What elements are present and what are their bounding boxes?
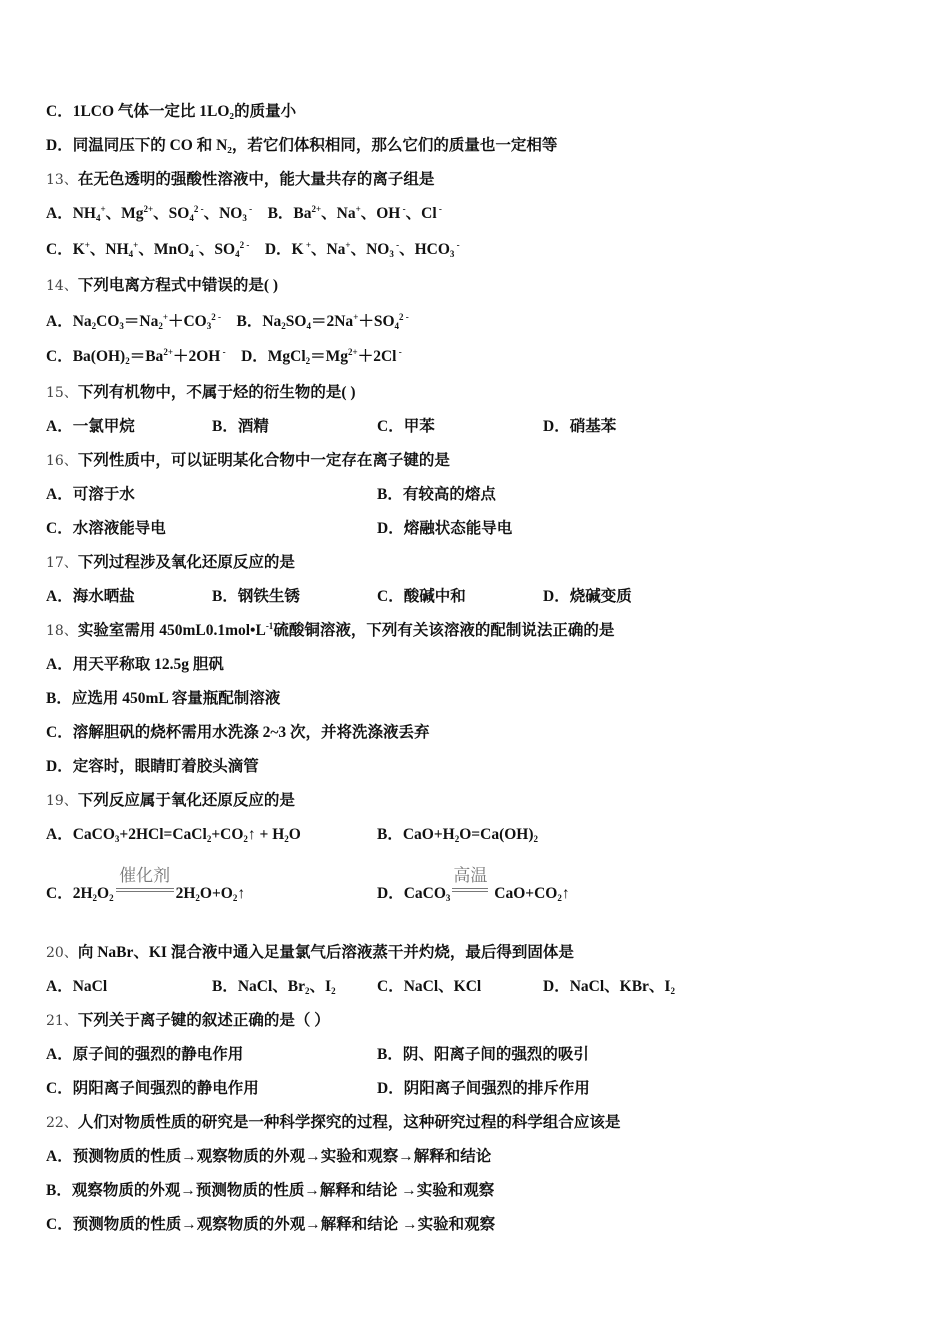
- q15-option-d: D．硝基苯: [543, 418, 617, 435]
- q14-options-cd: C．$Ba(OH)_2=Ba^{2+}+2OH$ - D．$MgCl_2=Mg^{2+}+2Cl$ -: [46, 347, 402, 366]
- q22-stem: 22、人们对物质性质的研究是一种科学探究的过程，这种研究过程的科学组合应该是: [46, 1114, 621, 1131]
- catalyst-condition: 催化剂: [116, 888, 174, 904]
- q16-option-c: C．水溶液能导电: [46, 520, 166, 537]
- q17-option-a: A．海水晒盐: [46, 588, 135, 605]
- q20-option-a: A．NaCl: [46, 978, 108, 995]
- q16-stem: 16、下列性质中，可以证明某化合物中一定存在离子键的是: [46, 452, 450, 469]
- q20-option-c: C．NaCl、KCl: [377, 978, 482, 995]
- q21-stem: 21、下列关于离子键的叙述正确的是（ ）: [46, 1012, 330, 1029]
- q20-stem: 20、向 NaBr、KI 混合液中通入足量氯气后溶液蒸干并灼烧，最后得到固体是: [46, 944, 574, 961]
- q19-option-b: B．$CaO+H_2O=Ca(OH)_2$: [377, 826, 539, 844]
- q14-options-ab: A．$Na_2CO_3=Na_2^++CO_3^{2 -}$ B．$Na_2SO_4=2Na^++SO_4^{2 -}$: [46, 312, 409, 331]
- q17-option-d: D．烧碱变质: [543, 588, 632, 605]
- q18-option-c: C．溶解胆矾的烧杯需用水洗涤 2~3 次，并将洗涤液丢弃: [46, 724, 430, 741]
- q15-option-a: A．一氯甲烷: [46, 418, 135, 435]
- q19-stem: 19、下列反应属于氧化还原反应的是: [46, 792, 295, 809]
- q22-option-a: A．预测物质的性质→观察物质的外观→实验和观察→解释和结论: [46, 1148, 492, 1165]
- q18-option-a: A．用天平称取 12.5g 胆矾: [46, 656, 224, 673]
- q17-option-b: B．钢铁生锈: [212, 588, 300, 605]
- q13-stem: 13、在无色透明的强酸性溶液中，能大量共存的离子组是: [46, 171, 435, 188]
- q12-option-c: C．1LCO 气体一定比 1LO₂的质量小: [46, 103, 297, 120]
- q13-options-cd: C．K+、$NH_4^+$、MnO$_4$ -、$SO_4^{2 -}$ D．K +、Na+、$NO_3$ -、$HCO_3$ -: [46, 240, 460, 259]
- q21-option-b: B．阴、阳离子间的强烈的吸引: [377, 1046, 589, 1063]
- q13-options-ab: A．$NH_4^+$、$Mg^{2+}$、$SO_4^{2 -}$、$NO_3$ - B．$Ba^{2+}$、Na+、OH -、Cl -: [46, 204, 442, 223]
- q14-stem: 14、下列电离方程式中错误的是( ): [46, 277, 279, 294]
- double-equals-sign: [452, 888, 488, 892]
- q16-option-b: B．有较高的熔点: [377, 486, 496, 503]
- q22-option-b: B．观察物质的外观→预测物质的性质→解释和结论 →实验和观察: [46, 1182, 495, 1199]
- q15-option-b: B．酒精: [212, 418, 269, 435]
- high-temp-condition: 高温: [452, 888, 488, 904]
- q22-option-c: C．预测物质的性质→观察物质的外观→解释和结论 →实验和观察: [46, 1216, 496, 1233]
- q16-option-a: A．可溶于水: [46, 486, 135, 503]
- double-equals-sign: [116, 888, 174, 892]
- q15-option-c: C．甲苯: [377, 418, 435, 435]
- q21-option-d: D．阴阳离子间强烈的排斥作用: [377, 1080, 590, 1097]
- q19-option-d: D．CaCO$_3$ 高温 $CaO+CO_2↑$: [377, 866, 570, 903]
- q12-option-d: D．同温同压下的 CO 和 N₂，若它们体积相同，那么它们的质量也一定相等: [46, 137, 558, 154]
- q17-stem: 17、下列过程涉及氧化还原反应的是: [46, 554, 295, 571]
- q20-option-d: D．NaCl、KBr、$I_2$: [543, 978, 675, 996]
- q19-option-a: A．$CaCO_3+2HCl=CaCl_2+CO_2↑ + H_2O$: [46, 826, 301, 844]
- q19-option-c: C．$2H_2O_2$ 催化剂 $2H_2O+O_2↑$: [46, 866, 246, 903]
- q15-stem: 15、下列有机物中，不属于烃的衍生物的是( ): [46, 384, 356, 401]
- q21-option-c: C．阴阳离子间强烈的静电作用: [46, 1080, 259, 1097]
- q18-option-d: D．定容时，眼睛盯着胶头滴管: [46, 758, 259, 775]
- q18-option-b: B．应选用 450mL 容量瓶配制溶液: [46, 690, 281, 707]
- q16-option-d: D．熔融状态能导电: [377, 520, 513, 537]
- q17-option-c: C．酸碱中和: [377, 588, 466, 605]
- q21-option-a: A．原子间的强烈的静电作用: [46, 1046, 244, 1063]
- q20-option-b: B．NaCl、$Br_2$、$I_2$: [212, 978, 336, 996]
- q18-stem: 18、实验室需用 $450mL0.1mol•L^{-1}$硫酸铜溶液，下列有关该溶液的配制说法正确的是: [46, 621, 615, 639]
